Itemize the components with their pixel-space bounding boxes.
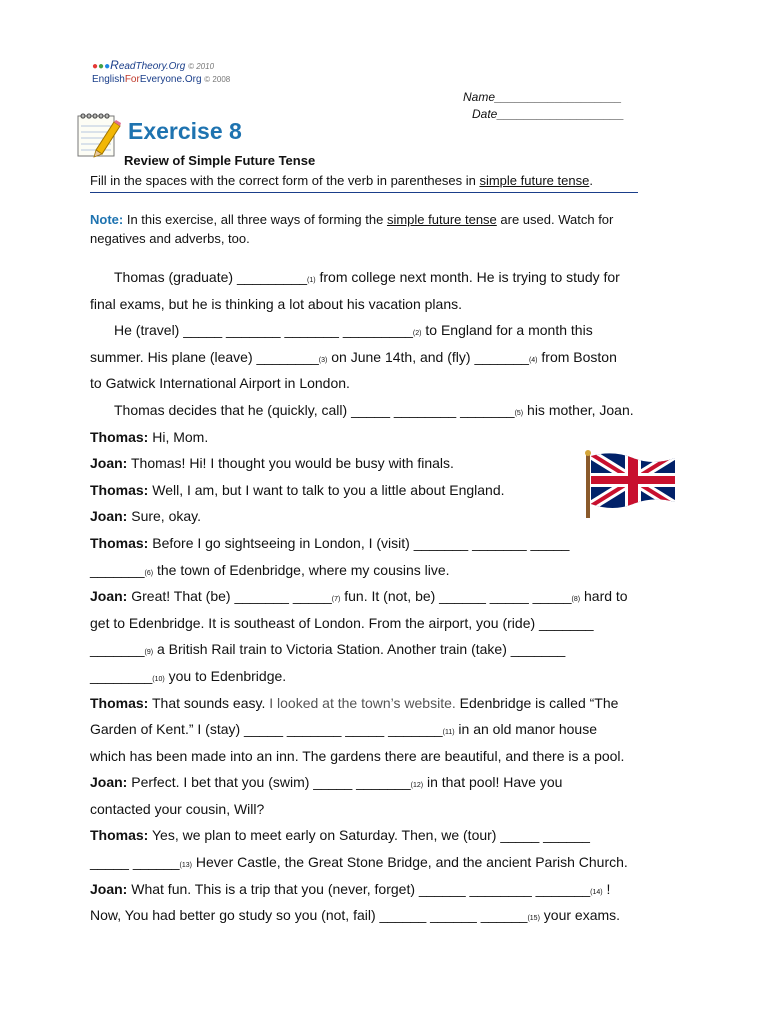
dialogue-line: which has been made into an inn. The gardens there are beautiful, and there is a pool. (90, 747, 625, 764)
blank-number: (11) (442, 729, 455, 737)
story-line: to Gatwick International Airport in London. (90, 375, 350, 392)
speaker-label: Joan: (90, 880, 128, 897)
dialogue-line: get to Edenbridge. It is southeast of London. From the airport, you (ride) _______ (90, 614, 594, 631)
story-line: Thomas decides that he (quickly, call) _____ ________ _______(5) his mother, Joan. (114, 401, 634, 418)
blank-number: (14) (590, 888, 603, 896)
dialogue-line: _____ ______(13) Hever Castle, the Great Stone Bridge, and the ancient Parish Church. (90, 854, 628, 871)
dialogue-line: ________(10) you to Edenbridge. (90, 667, 287, 684)
story-line: summer. His plane (leave) ________(3) on June 14th, and (fly) _______(4) from Boston (90, 348, 617, 365)
red-dot-icon: ● (92, 61, 99, 72)
simple-future-tense-link[interactable]: simple future tense (479, 173, 590, 188)
story-line: final exams, but he is thinking a lot about his vacation plans. (90, 295, 462, 312)
dialogue-line: Thomas: Yes, we plan to meet early on Saturday. Then, we (tour) _____ ______ (90, 827, 590, 844)
dialogue-line: Thomas: Well, I am, but I want to talk to you a little about England. (90, 481, 505, 498)
dialogue-line: Joan: What fun. This is a trip that you (never, forget) ______ ________ _______(14) ! (90, 880, 611, 897)
dialogue-line: _______(6) the town of Edenbridge, where my cousins live. (90, 561, 450, 578)
dialogue-line: Garden of Kent.” I (stay) _____ _______ _____ _______(11) in an old manor house (90, 721, 597, 738)
speaker-label: Joan: (90, 508, 128, 525)
blank-number: (1) (307, 277, 316, 284)
blank-number: (3) (318, 356, 328, 364)
blank-number: (4) (528, 356, 538, 364)
englishforeveryone-logo: EnglishForEveryone.Org © 2008 (92, 74, 231, 85)
readtheory-logo: ●●●ReadTheory.Org © 2010 (92, 58, 215, 72)
blank-number: (12) (410, 782, 424, 790)
story-line: He (travel) _____ _______ _______ _________(2) to England for a month this (114, 322, 593, 339)
exercise-title: Exercise 8 (128, 118, 242, 144)
date-field[interactable]: Date___________________ (472, 107, 625, 121)
speaker-label: Joan: (90, 774, 128, 791)
blank-number: (2) (412, 330, 422, 338)
speaker-label: Thomas: (90, 827, 149, 844)
dialogue-line: Joan: Perfect. I bet that you (swim) _____ _______(12) in that pool! Have you (90, 774, 563, 791)
instructions: Fill in the spaces with the correct form of the verb in parentheses in simple future tense. (90, 173, 638, 193)
dialogue-line: Joan: Sure, okay. (90, 508, 202, 525)
speaker-label: Thomas: (90, 481, 149, 498)
note: Note: In this exercise, all three ways of forming the simple future tense are used. Watch for negatives and adverbs, too. (90, 212, 614, 246)
blank-number: (8) (571, 596, 581, 604)
story-passage (90, 264, 690, 929)
dialogue-line: _______(9) a British Rail train to Victoria Station. Another train (take) _______ (90, 641, 566, 658)
union-jack-flag-icon (583, 450, 679, 520)
story-line: Thomas (graduate) _________(1) from college next month. He is trying to study for (114, 269, 620, 285)
blank-number: (15) (527, 915, 540, 923)
speaker-label: Thomas: (90, 694, 149, 711)
dialogue-line: Now, You had better go study so you (not, fail) ______ ______ ______(15) your exams. (90, 907, 621, 924)
name-field[interactable]: Name___________________ (463, 90, 622, 104)
speaker-label: Joan: (90, 455, 128, 472)
blank-number: (9) (144, 649, 154, 657)
blank-number: (13) (179, 862, 192, 870)
dialogue-line: Joan: Thomas! Hi! I thought you would be busy with finals. (90, 455, 454, 472)
speaker-label: Thomas: (90, 428, 149, 445)
green-dot-icon: ● (98, 61, 105, 72)
speaker-label: Thomas: (90, 534, 149, 551)
blank-number: (7) (331, 596, 341, 604)
blank-number: (6) (144, 569, 154, 577)
dialogue-line: contacted your cousin, Will? (90, 800, 265, 817)
dialogue-line: Thomas: Hi, Mom. (90, 428, 209, 445)
dialogue-line: Joan: Great! That (be) _______ _____(7) fun. It (not, be) ______ _____ _____(8) hard to (90, 588, 628, 605)
speaker-label: Joan: (90, 588, 128, 605)
blank-number: (10) (152, 675, 165, 683)
blue-dot-icon: ● (104, 61, 111, 72)
notepad-pencil-icon (74, 110, 124, 160)
exercise-subtitle: Review of Simple Future Tense (124, 153, 316, 168)
dialogue-line: Thomas: That sounds easy. I looked at the town’s website. Edenbridge is called “The (90, 694, 619, 711)
dialogue-line: Thomas: Before I go sightseeing in London, I (visit) _______ _______ _____ (90, 534, 570, 551)
blank-number: (5) (514, 409, 524, 417)
simple-future-tense-link[interactable]: simple future tense (386, 212, 497, 227)
